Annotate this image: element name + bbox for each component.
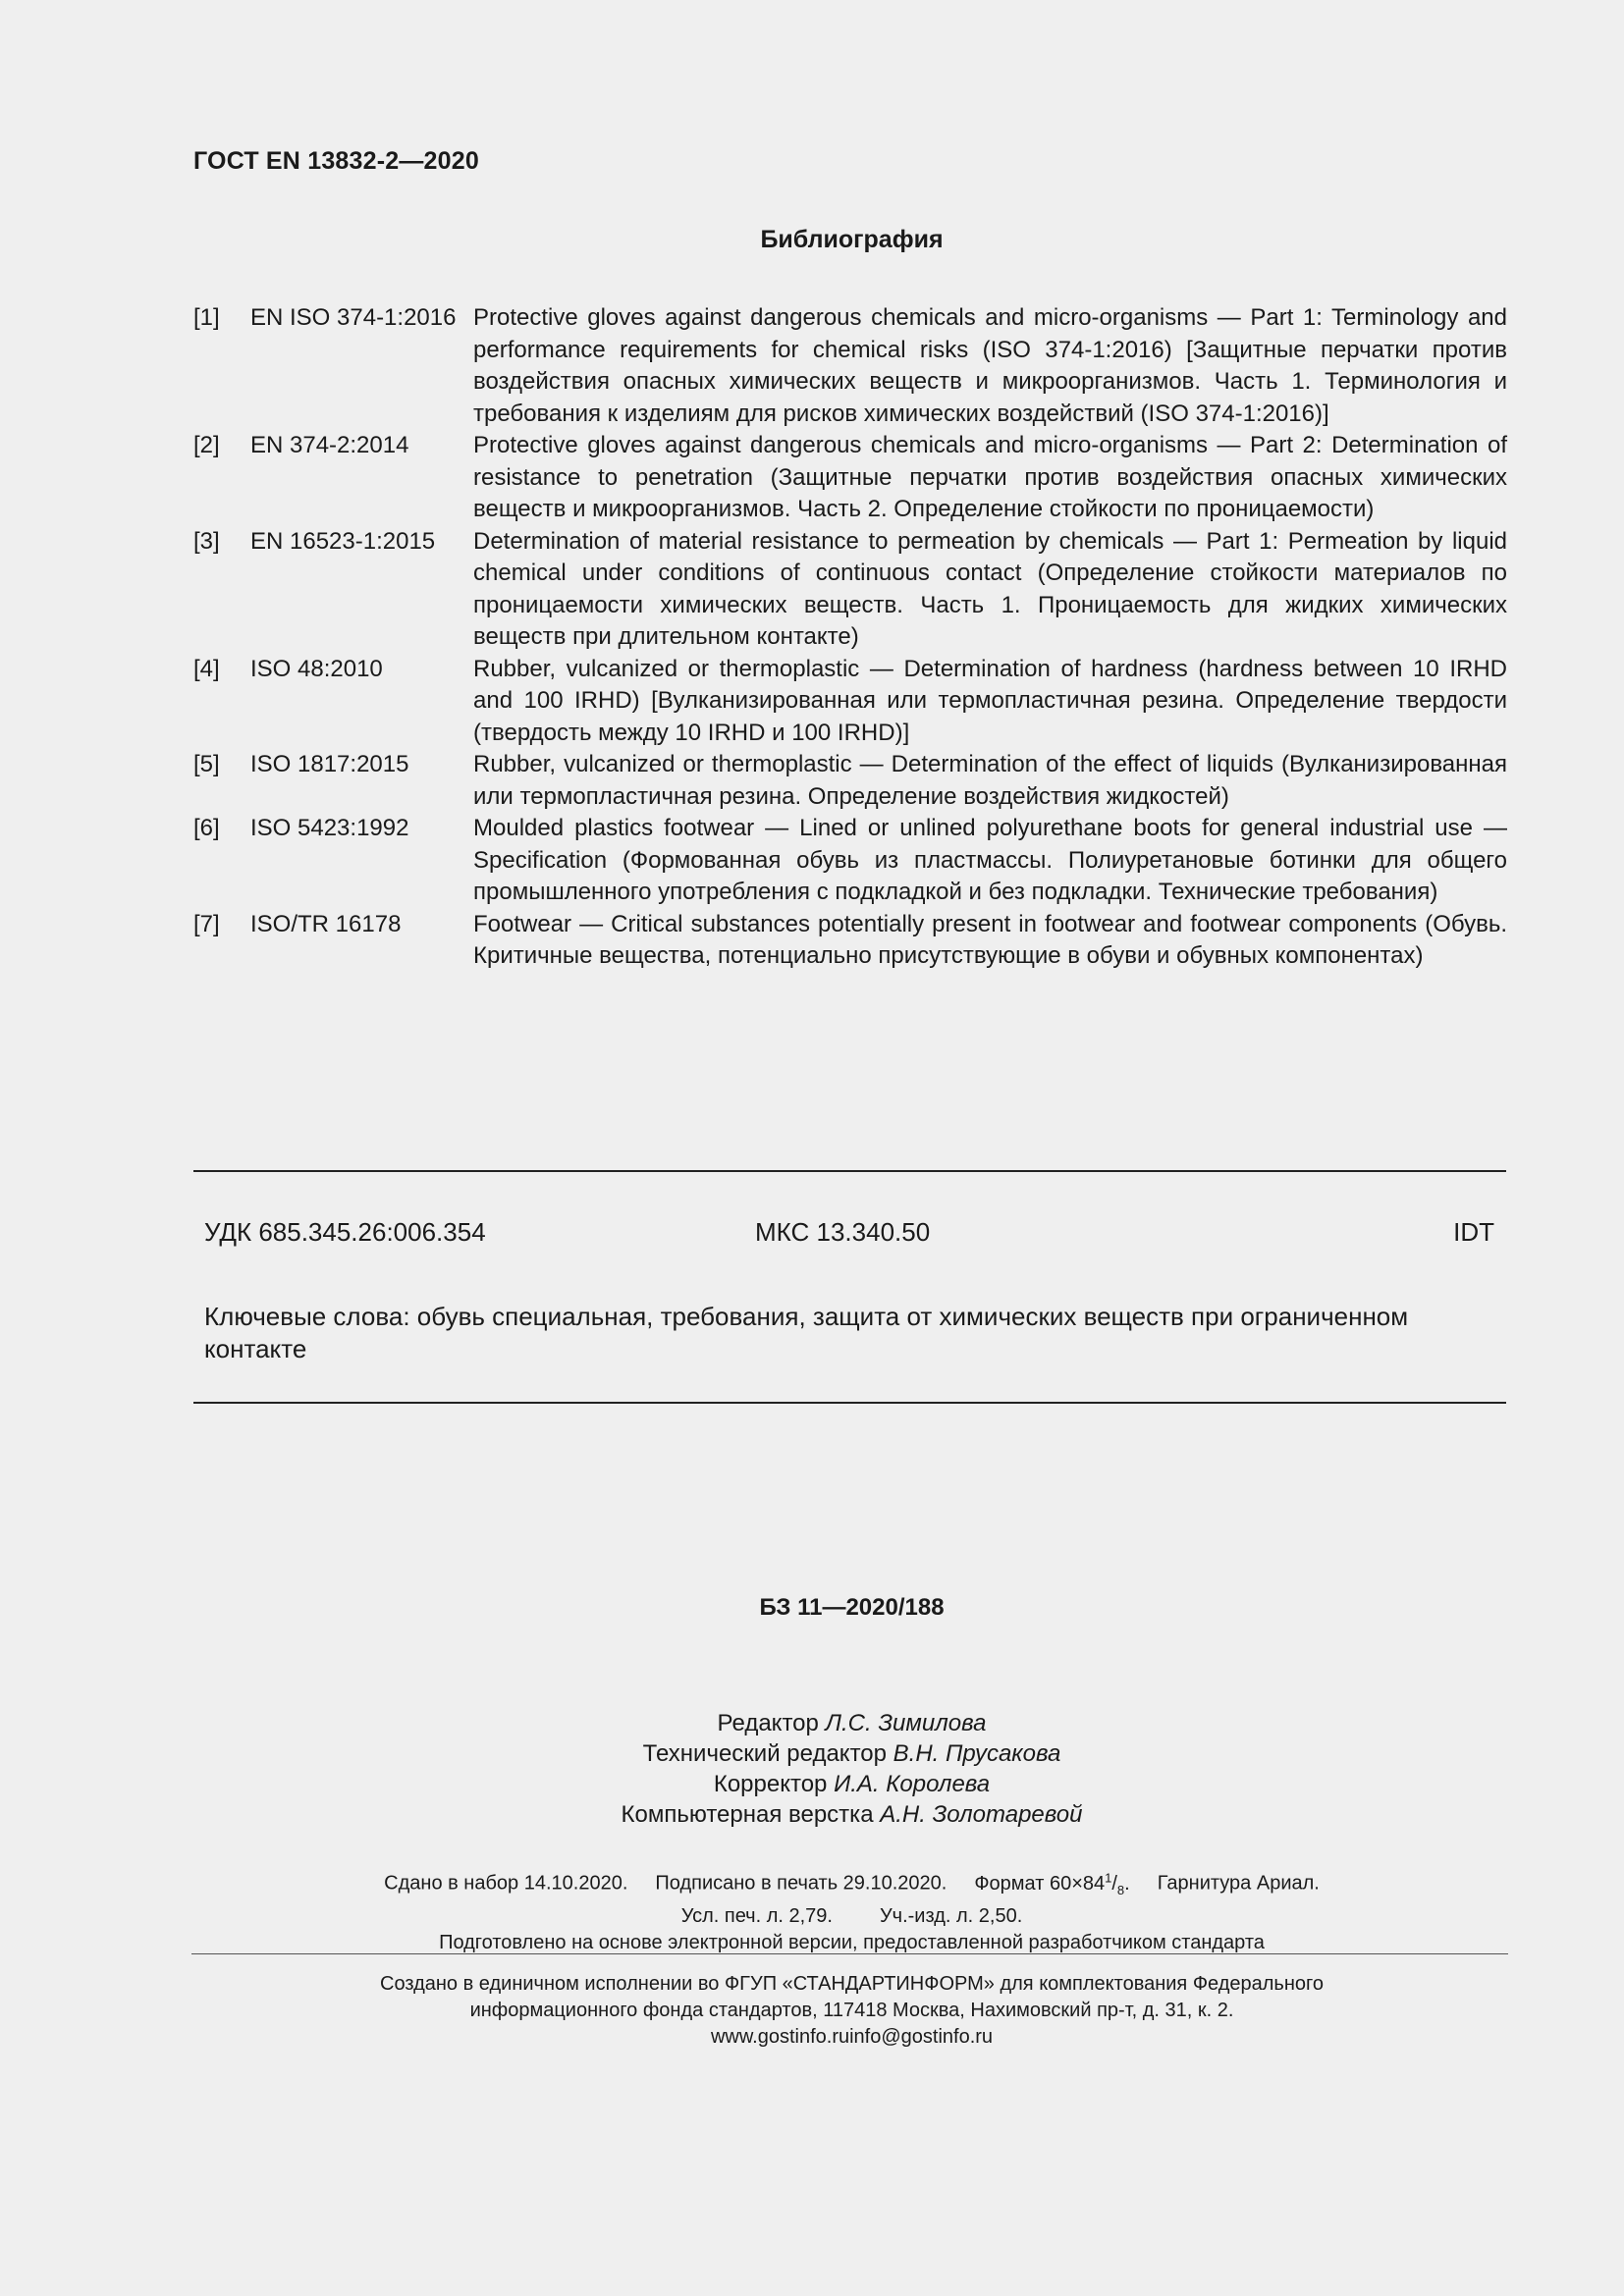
entry-text: Moulded plastics footwear — Lined or unlined polyurethane boots for general industrial use — Specification (Формованная обувь из пластмассы. Полиуретановые ботинки для общего промышленного употребления с подкладкой и без подкладки. Технические требования) [473, 815, 1507, 905]
bibliography-entry [193, 526, 1507, 654]
bibliography-entry [193, 302, 1507, 430]
entry-number: [4] [193, 655, 220, 682]
website-link[interactable]: www.gostinfo.ru [710, 2026, 850, 2048]
entry-text: Footwear — Critical substances potentially present in footwear and footwear components (Обувь. Критичные вещества, потенциально присутствующие в обуви и обувных компонентах) [473, 910, 1507, 969]
entry-text: Protective gloves against dangerous chemicals and micro-organisms — Part 1: Terminology and performance requirements for chemical risks (ISO 374-1:2016) [Защитные перчатки против воздействия опасных химических веществ и микроорганизмов. Часть 1. Терминология и требования к изделиям для рисков химических воздействий (ISO 374-1:2016)] [473, 304, 1507, 427]
entry-text: Rubber, vulcanized or thermoplastic — Determination of hardness (hardness between 10 IRHD and 100 IRHD) [Вулканизированная или термопластичная резина. Определение твердости (твердость между 10 IRHD и 100 IRHD)] [473, 655, 1507, 746]
imprint-line [0, 1903, 1624, 1930]
entry-code: ISO/TR 16178 [250, 910, 402, 937]
entry-code: EN 16523-1:2015 [250, 527, 436, 555]
entry-number: [5] [193, 751, 220, 777]
bibliography-title: Библиография [760, 226, 944, 253]
imprint [0, 1864, 1624, 1956]
submitted-date: Сдано в набор 14.10.2020. [384, 1872, 628, 1895]
bibliography-entry [193, 430, 1507, 526]
entry-code: ISO 5423:1992 [250, 815, 409, 841]
footer-line: информационного фонда стандартов, 117418 Москва, Нахимовский пр-т, д. 31, к. 2. [469, 2000, 1234, 2021]
staff-role: Технический редактор [642, 1740, 887, 1767]
entry-text: Determination of material resistance to permeation by chemicals — Part 1: Permeation by liquid chemical under conditions of continuous contact (Определение стойкости материалов по проницаемости химических веществ. Часть 1. Проницаемость для жидких химических веществ при длительном контакте) [473, 527, 1507, 650]
equivalence-degree: IDT [1453, 1217, 1494, 1247]
signed-date: Подписано в печать 29.10.2020. [655, 1872, 947, 1895]
staff-role: Редактор [717, 1710, 819, 1736]
staff-line [0, 1738, 1624, 1769]
entry-text: Rubber, vulcanized or thermoplastic — Determination of the effect of liquids (Вулканизированная или термопластичная резина. Определение воздействия жидкостей) [473, 751, 1507, 810]
staff-role: Корректор [713, 1771, 828, 1797]
entry-number: [2] [193, 432, 220, 458]
mks-code: МКС 13.340.50 [755, 1217, 931, 1247]
footer-line: Создано в единичном исполнении во ФГУП «СТАНДАРТИНФОРМ» для комплектования Федерального [380, 1973, 1324, 1995]
staff-name: В.Н. Прусакова [893, 1740, 1061, 1767]
entry-code: EN 374-2:2014 [250, 432, 409, 458]
bibliography-entry [193, 654, 1507, 750]
print-sheets: Усл. печ. л. 2,79. [680, 1904, 833, 1927]
imprint-line [0, 1864, 1624, 1903]
bibliography-list [193, 302, 1507, 973]
publisher-footer [0, 1971, 1624, 2051]
bibliography-entry [193, 813, 1507, 909]
classification-bottom-rule [193, 1402, 1506, 1404]
classification-top-rule [193, 1170, 1506, 1172]
entry-number: [7] [193, 910, 220, 937]
prepared-note: Подготовлено на основе электронной версии, предоставленной разработчиком стандарта [439, 1931, 1265, 1953]
entry-text: Protective gloves against dangerous chemicals and micro-organisms — Part 2: Determination of resistance to penetration (Защитные перчатки против воздействия опасных химических веществ и микроорганизмов. Часть 2. Определение стойкости по проницаемости) [473, 432, 1507, 522]
standard-id: ГОСТ EN 13832-2—2020 [193, 147, 479, 175]
entry-code: ISO 1817:2015 [250, 751, 409, 777]
typeface: Гарнитура Ариал. [1157, 1872, 1320, 1895]
entry-number: [3] [193, 527, 220, 555]
bibliography-entry [193, 749, 1507, 813]
bz-number: БЗ 11—2020/188 [759, 1594, 945, 1621]
paper-format: Формат $60\times 84^1/_8$. [974, 1870, 1130, 1897]
entry-number: [6] [193, 815, 220, 841]
staff-name: Л.С. Зимилова [825, 1710, 987, 1736]
footer-contacts [0, 2024, 1624, 2051]
staff-name: И.А. Королева [834, 1771, 991, 1797]
staff-line [0, 1769, 1624, 1799]
staff-role: Компьютерная верстка [621, 1801, 881, 1828]
udk-code: УДК 685.345.26:006.354 [204, 1217, 486, 1247]
footer-rule [191, 1953, 1508, 1954]
staff-line [0, 1799, 1624, 1830]
entry-code: ISO 48:2010 [250, 655, 383, 682]
email-link[interactable]: info@gostinfo.ru [849, 2026, 994, 2048]
staff-name: А.Н. Золотаревой [880, 1801, 1083, 1828]
bibliography-entry [193, 909, 1507, 973]
keywords: Ключевые слова: обувь специальная, требования, защита от химических веществ при ограниченном контакте [204, 1302, 1409, 1363]
entry-code: EN ISO 374-1:2016 [250, 304, 457, 331]
publishing-sheets: Уч.-изд. л. 2,50. [879, 1904, 1023, 1927]
editorial-staff [0, 1708, 1624, 1830]
entry-number: [1] [193, 304, 220, 331]
staff-line [0, 1708, 1624, 1738]
